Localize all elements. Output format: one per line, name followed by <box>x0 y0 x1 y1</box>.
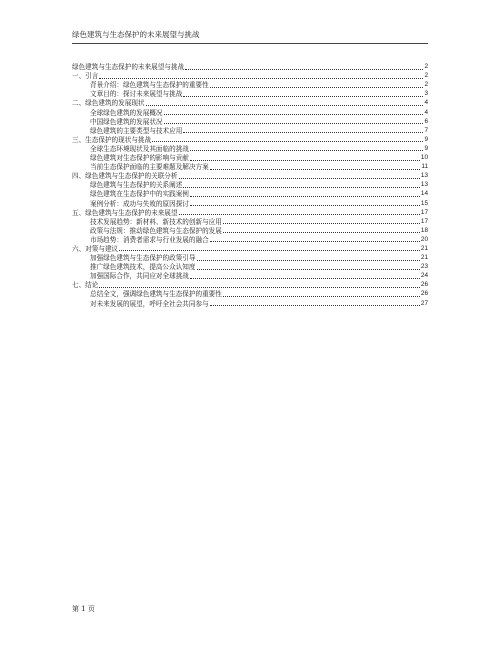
toc-entry-page-number: 2 <box>424 63 428 71</box>
toc-entry-section[interactable] <box>72 89 428 98</box>
toc-dot-leader <box>190 150 424 151</box>
toc-entry-section[interactable] <box>72 235 428 244</box>
toc-dot-leader <box>179 214 420 215</box>
toc-dot-leader <box>146 105 424 106</box>
toc-entry-section[interactable] <box>72 107 428 116</box>
toc-dot-leader <box>183 96 423 97</box>
toc-entry-page-number: 15 <box>420 199 428 207</box>
toc-dot-leader <box>164 114 424 115</box>
toc-entry-section[interactable] <box>72 217 428 226</box>
toc-entry-text: 市场趋势：消费者需求与行业发展的融合 <box>90 235 209 244</box>
toc-entry-section[interactable] <box>72 80 428 89</box>
toc-dot-leader <box>223 232 420 233</box>
toc-entry-page-number: 23 <box>420 263 428 271</box>
toc-entry-page-number: 10 <box>420 154 428 162</box>
toc-entry-page-number: 4 <box>424 99 428 107</box>
toc-entry-section[interactable] <box>72 117 428 126</box>
toc-entry-section[interactable] <box>72 262 428 271</box>
toc-entry-page-number: 13 <box>420 172 428 180</box>
toc-entry-text: 总结全文，强调绿色建筑与生态保护的重要性 <box>90 290 222 299</box>
toc-dot-leader <box>190 278 420 279</box>
toc-dot-leader <box>183 187 420 188</box>
toc-entry-page-number: 9 <box>424 135 428 143</box>
toc-dot-leader <box>152 141 423 142</box>
toc-dot-leader <box>210 169 421 170</box>
toc-entry-section[interactable] <box>72 180 428 189</box>
toc-dot-leader <box>183 132 423 133</box>
toc-dot-leader <box>223 296 420 297</box>
toc-entry-text: 中国绿色建筑的发展状况 <box>90 117 163 126</box>
toc-entry-text: 绿色建筑的主要类型与技术应用 <box>90 126 183 135</box>
toc-entry-page-number: 9 <box>424 144 428 152</box>
toc-entry-page-number: 14 <box>420 190 428 198</box>
toc-entry-page-number: 26 <box>420 290 428 298</box>
toc-entry-page-number: 2 <box>424 81 428 89</box>
toc-entry-text: 二、绿色建筑的发展现状 <box>72 99 145 108</box>
toc-entry-section[interactable] <box>72 189 428 198</box>
toc-entry-section[interactable] <box>72 271 428 280</box>
toc-entry-chapter[interactable] <box>72 280 428 289</box>
toc-entry-text: 绿色建筑与生态保护的关系阐述 <box>90 181 183 190</box>
toc-entry-text: 推广绿色建筑技术，提高公众认知度 <box>90 263 196 272</box>
toc-entry-section[interactable] <box>72 162 428 171</box>
toc-entry-section[interactable] <box>72 298 428 307</box>
toc-dot-leader <box>197 269 420 270</box>
toc-entry-text: 对未来发展的展望，呼吁全社会共同参与 <box>90 299 209 308</box>
toc-entry-text: 技术发展趋势：新材料、新技术的创新与应用 <box>90 217 222 226</box>
toc-entry-text: 加强国际合作，共同应对全球挑战 <box>90 272 189 281</box>
toc-dot-leader <box>210 87 424 88</box>
toc-entry-text: 六、对策与建议 <box>72 244 119 253</box>
toc-dot-leader <box>190 160 420 161</box>
toc-dot-leader <box>185 69 423 70</box>
toc-dot-leader <box>119 250 420 251</box>
toc-entry-text: 四、绿色建筑与生态保护的关联分析 <box>72 172 178 181</box>
toc-entry-page-number: 26 <box>420 281 428 289</box>
toc-dot-leader <box>179 178 420 179</box>
toc-entry-chapter[interactable] <box>72 135 428 144</box>
toc-entry-page-number: 6 <box>424 117 428 125</box>
toc-entry-section[interactable] <box>72 144 428 153</box>
toc-dot-leader <box>210 305 420 306</box>
toc-entry-page-number: 18 <box>420 226 428 234</box>
toc-entry-chapter[interactable] <box>72 244 428 253</box>
toc-entry-page-number: 24 <box>420 272 428 280</box>
toc-dot-leader <box>190 196 420 197</box>
toc-entry-section[interactable] <box>72 289 428 298</box>
footer-page-number: 第 1 页 <box>72 605 95 613</box>
toc-entry-page-number: 17 <box>420 217 428 225</box>
toc-entry-page-number: 3 <box>424 90 428 98</box>
toc-entry-text: 五、绿色建筑与生态保护的未来展望 <box>72 208 178 217</box>
toc-dot-leader <box>223 223 420 224</box>
toc-entry-text: 七、结论 <box>72 281 99 290</box>
toc-entry-text: 背景介绍：绿色建筑与生态保护的重要性 <box>90 81 209 90</box>
toc-entry-section[interactable] <box>72 253 428 262</box>
toc-entry-chapter[interactable] <box>72 98 428 107</box>
running-header-title: 绿色建筑与生态保护的未来展望与挑战 <box>72 30 200 39</box>
toc-entry-page-number: 17 <box>420 208 428 216</box>
toc-entry-section[interactable] <box>72 226 428 235</box>
toc-entry-chapter[interactable] <box>72 208 428 217</box>
toc-dot-leader <box>190 205 420 206</box>
toc-entry-page-number: 21 <box>420 254 428 262</box>
toc-entry-page-number: 7 <box>424 126 428 134</box>
header-divider <box>72 43 428 44</box>
toc-entry-text: 政策与法规：推动绿色建筑与生态保护的发展 <box>90 226 222 235</box>
toc-entry-page-number: 4 <box>424 108 428 116</box>
toc-entry-page-number: 13 <box>420 181 428 189</box>
toc-entry-text: 加强绿色建筑与生态保护的政策引导 <box>90 254 196 263</box>
toc-entry-text: 全球绿色建筑的发展概况 <box>90 108 163 117</box>
toc-entry-section[interactable] <box>72 153 428 162</box>
toc-entry-section[interactable] <box>72 126 428 135</box>
toc-entry-page-number: 11 <box>421 163 428 171</box>
toc-dot-leader <box>99 78 423 79</box>
toc-entry-chapter[interactable] <box>72 171 428 180</box>
toc-entry-text: 绿色建筑与生态保护的未来展望与挑战 <box>72 63 185 72</box>
toc-dot-leader <box>197 260 420 261</box>
toc-entry-text: 当前生态保护面临的主要难题及解决方案 <box>90 163 209 172</box>
toc-dot-leader <box>164 123 424 124</box>
toc-entry-text: 案例分析：成功与失败的原因探讨 <box>90 199 189 208</box>
toc-entry-section[interactable] <box>72 198 428 207</box>
toc-entry-text: 文章目的：探讨未来展望与挑战 <box>90 90 183 99</box>
toc-entry-text: 全球生态环境现状及其面临的挑战 <box>90 144 189 153</box>
toc-entry-text: 一、引言 <box>72 72 99 81</box>
table-of-contents <box>72 62 428 308</box>
toc-entry-page-number: 21 <box>420 244 428 252</box>
toc-entry-text: 三、生态保护的现状与挑战 <box>72 135 152 144</box>
toc-entry-page-number: 20 <box>420 235 428 243</box>
toc-entry-chapter[interactable] <box>72 71 428 80</box>
toc-entry-text: 绿色建筑在生态保护中的实践案例 <box>90 190 189 199</box>
toc-dot-leader <box>99 287 420 288</box>
toc-entry-page-number: 27 <box>420 299 428 307</box>
toc-dot-leader <box>210 241 420 242</box>
toc-entry-text: 绿色建筑对生态保护的影响与贡献 <box>90 154 189 163</box>
toc-entry-page-number: 2 <box>424 72 428 80</box>
toc-entry-title[interactable] <box>72 62 428 71</box>
